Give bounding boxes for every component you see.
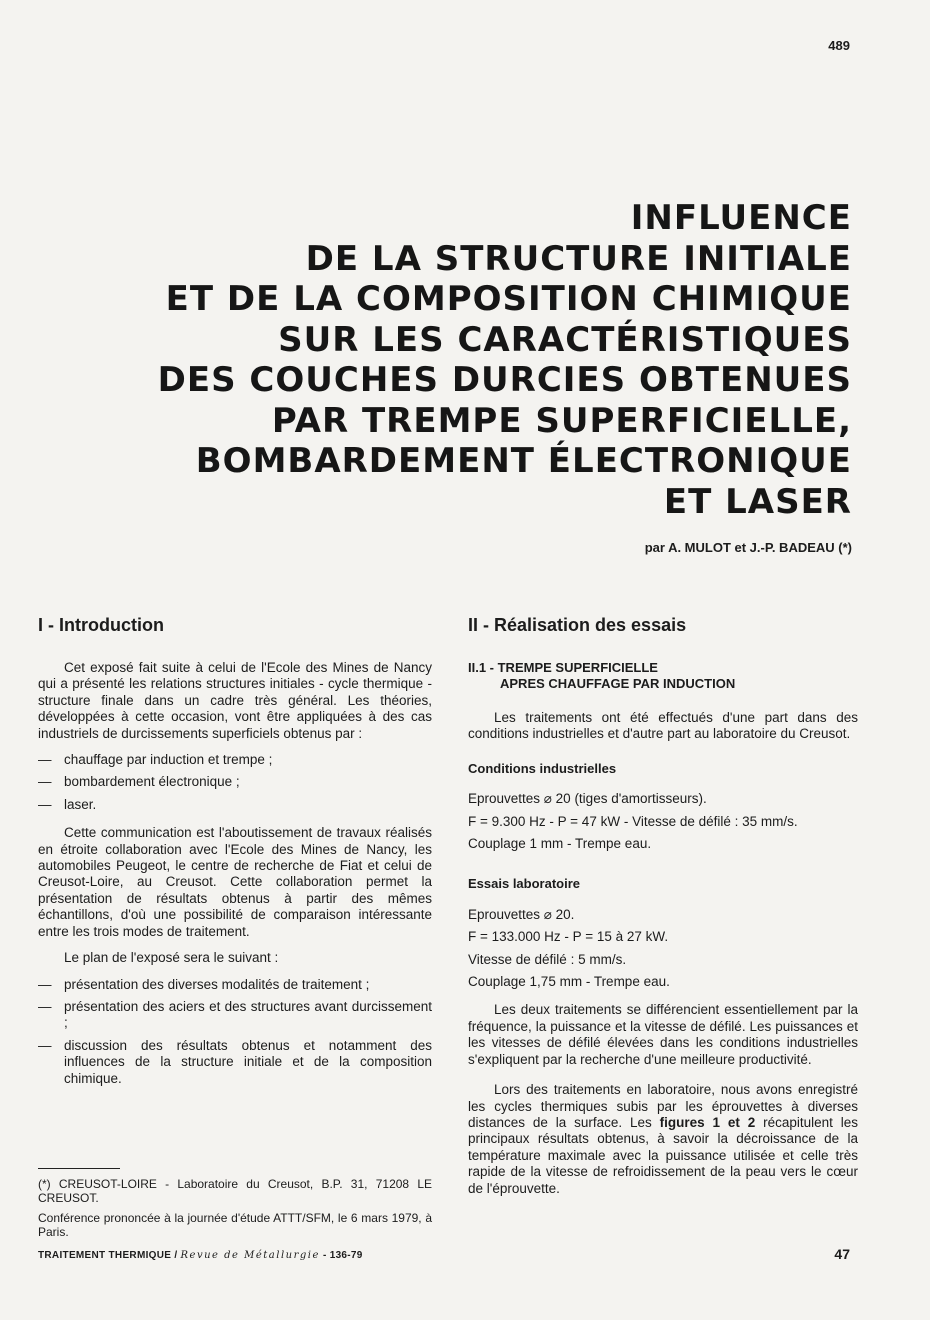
title-line: BOMBARDEMENT ÉLECTRONIQUE — [195, 441, 852, 481]
dash-marker: — — [38, 998, 52, 1014]
left-column — [38, 614, 432, 1093]
plan-intro: Le plan de l'exposé sera le suivant : — [64, 950, 279, 966]
page-number: 489 — [828, 38, 850, 53]
plan-text: présentation des diverses modalités de traitement ; — [64, 976, 370, 992]
method-item — [38, 752, 432, 768]
footnote-affiliation: (*) CREUSOT-LOIRE - Laboratoire du Creusot, B.P. 31, 71208 LE CREUSOT. — [38, 1177, 432, 1205]
title-line: INFLUENCE — [630, 198, 852, 238]
footer-page-number: 47 — [834, 1246, 850, 1262]
lab-spec-line: Couplage 1,75 mm - Trempe eau. — [468, 974, 670, 990]
lab-results-paragraph — [468, 1082, 858, 1197]
title-line: DES COUCHES DURCIES OBTENUES — [157, 360, 852, 400]
title-line: PAR TREMPE SUPERFICIELLE, — [271, 400, 852, 441]
lab-results-text: Lors des traitements en laboratoire, nous avons enregistré les cycles thermiques subis par les éprouvettes à diverses distances de la surface. Les — [468, 1082, 858, 1130]
footnote-conference: Conférence prononcée à la journée d'étude ATTT/SFM, le 6 mars 1979, à Paris. — [38, 1211, 432, 1239]
plan-text: discussion des résultats obtenus et notamment des influences de la structure initiale et de la composition chimique. — [64, 1037, 432, 1086]
footer-journal: Revue de Métallurgie — [180, 1250, 320, 1261]
lab-tests-title: Essais laboratoire — [468, 876, 580, 892]
plan-item — [38, 999, 432, 1032]
authors-byline: par A. MULOT et J.-P. BADEAU (*) — [644, 540, 852, 555]
subsection-heading-line: APRES CHAUFFAGE PAR INDUCTION — [500, 676, 736, 691]
difference-paragraph: Les deux traitements se différencient essentiellement par la fréquence, la puissance et la vitesse de défilé. Les puissances et les vitesses de défilé élevées dans les conditions industrielles s'expliquent par la recherche d'une meilleure productivité. — [468, 1002, 858, 1067]
title-line: ET DE LA COMPOSITION CHIMIQUE — [165, 279, 852, 319]
plan-item — [38, 977, 432, 993]
method-text: laser. — [64, 796, 97, 812]
lab-spec-line: F = 133.000 Hz - P = 15 à 27 kW. — [468, 929, 669, 945]
plan-text: présentation des aciers et des structures avant durcissement ; — [64, 998, 432, 1031]
plan-item — [38, 1038, 432, 1087]
article-title — [52, 198, 852, 522]
title-line: ET LASER — [663, 481, 852, 522]
running-footer — [38, 1250, 363, 1261]
footnotes — [38, 1168, 432, 1245]
collaboration-paragraph: Cette communication est l'aboutissement de travaux réalisés en étroite collaboration avec l'Ecole des Mines de Nancy, les automobiles Peugeot, le centre de recherche de Fiat et celui de Creusot-Loire, au Creusot. Cette collaboration permet la présentation de résultats obtenus à partir des mêmes échantillons, d'où une possibilité de comparaison intéressante entre les trois modes de traitement. — [38, 825, 432, 939]
right-column — [468, 614, 858, 1207]
section-heading-essais: II - Réalisation des essais — [468, 615, 687, 635]
method-item — [38, 797, 432, 813]
industrial-conditions-title: Conditions industrielles — [468, 760, 617, 776]
title-line: DE LA STRUCTURE INITIALE — [305, 238, 852, 279]
footer-issue: - 136-79 — [323, 1250, 363, 1261]
section-heading-introduction: I - Introduction — [38, 615, 164, 635]
subsection-heading — [468, 660, 858, 692]
lab-results-text: récapitulent les principaux résultats obtenus, à savoir la décroissance de la température maximale avec la puissance utilisée et celle très rapide de la vitesse de refroidissement de la peau vers le cœur de l'éprouvette. — [468, 1114, 858, 1196]
figure-reference: figures 1 et 2 — [659, 1114, 756, 1130]
footer-separator: / — [174, 1250, 178, 1261]
lab-spec-line: Vitesse de défilé : 5 mm/s. — [468, 951, 627, 967]
essais-intro-paragraph: Les traitements ont été effectués d'une part dans des conditions industrielles et d'autre part au laboratoire du Creusot. — [468, 710, 858, 742]
method-text: bombardement électronique ; — [64, 774, 240, 790]
dash-marker: — — [38, 976, 52, 992]
dash-marker: — — [38, 752, 52, 768]
title-line: SUR LES CARACTÉRISTIQUES — [278, 319, 852, 360]
footnote-rule — [38, 1168, 120, 1169]
dash-marker: — — [38, 796, 52, 812]
method-text: chauffage par induction et trempe ; — [64, 752, 273, 768]
dash-marker: — — [38, 774, 52, 790]
industrial-spec-line: Couplage 1 mm - Trempe eau. — [468, 836, 652, 852]
footer-section: TRAITEMENT THERMIQUE — [38, 1250, 172, 1261]
method-item — [38, 774, 432, 790]
dash-marker: — — [38, 1037, 52, 1053]
lab-spec-line: Eprouvettes ⌀ 20. — [468, 906, 575, 922]
intro-paragraph: Cet exposé fait suite à celui de l'Ecole des Mines de Nancy qui a présenté les relations structures initiales - cycle thermique - structure finale dans un cadre très général. Les théories, développées à cette occasion, vont être appliquées à des cas industriels de durcissements superficiels obtenus par : — [38, 660, 432, 741]
industrial-spec-line: F = 9.300 Hz - P = 47 kW - Vitesse de défilé : 35 mm/s. — [468, 813, 798, 829]
industrial-spec-line: Eprouvettes ⌀ 20 (tiges d'amortisseurs). — [468, 791, 707, 807]
subsection-heading-line: II.1 - TREMPE SUPERFICIELLE — [468, 660, 658, 675]
